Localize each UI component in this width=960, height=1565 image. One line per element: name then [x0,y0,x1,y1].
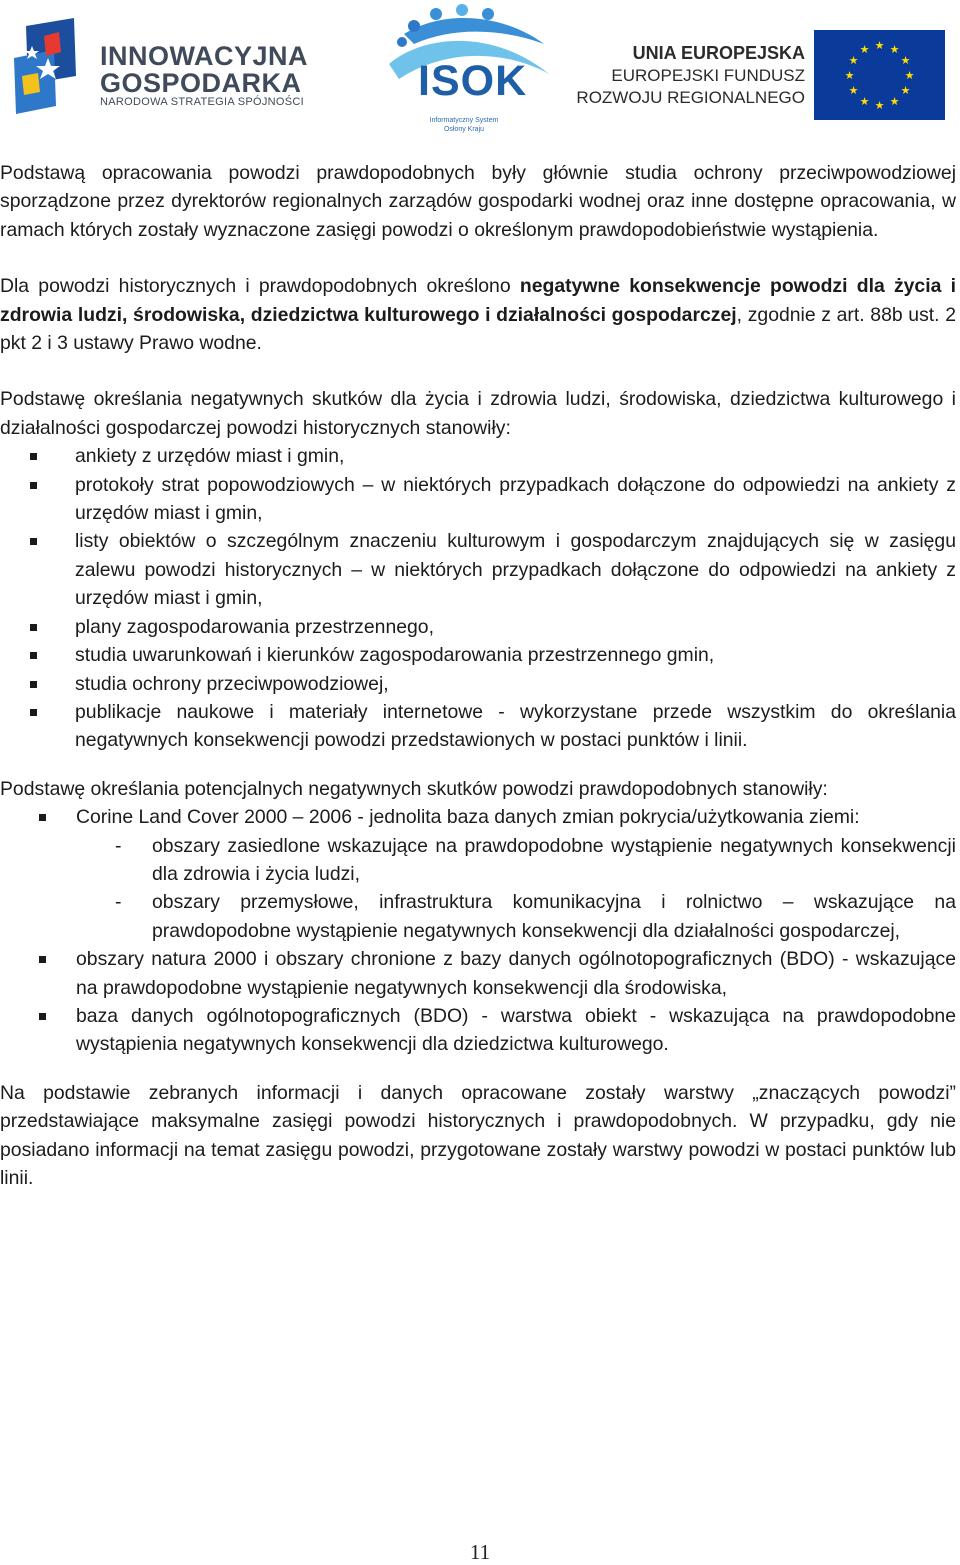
svg-text:★: ★ [889,43,900,56]
list-item-text: obszary natura 2000 i obszary chronione z bazy danych ogólnotopograficznych (BDO) - wskazujące na prawdopodobne wystąpienie negatywnych konsekwencji dla środowiska, [76,948,956,999]
svg-text:★: ★ [848,54,859,67]
unia-europejska-logo [575,30,945,122]
list-item-text: publikacje naukowe i materiały internetowe - wykorzystane przede wszystkim do określania negatywnych konsekwencji powodzi przedstawionych w postaci punktów i linii. [75,700,956,752]
paragraph-2-end: , zgodnie z art. 88b ust. 2 pkt 2 i 3 ustawy Prawo wodne. [0,303,956,355]
innowacyjna-gospodarka-logo [14,18,334,118]
isok-subtitle [414,116,514,134]
page-header [0,0,960,150]
isok-logo [384,4,554,140]
list-item-text: plany zagospodarowania przestrzennego, [75,615,434,638]
bullet-square-icon [30,709,37,716]
paragraph-1: Podstawą opracowania powodzi prawdopodobnych były głównie studia ochrony przeciwpowodziowej sporządzone przez dyrektorów regionalnych zarządów gospodarki wodnej oraz inne dostępne opracowania, w ramach których zostały wyznaczone zasięgi powodzi o określonym prawdopodobieństwie wystąpienia. [0,162,956,241]
bullet-square-icon [39,956,46,963]
logo-line-3: NARODOWA STRATEGIA SPÓJNOŚCI [100,96,304,108]
list-item [0,670,956,698]
bullet-square-icon [30,482,37,489]
sub-list-item-text: obszary przemysłowe, infrastruktura komunikacyjna i rolnictwo – wskazujące na prawdopodobne wystąpienie negatywnych konsekwencji dla działalności gospodarczej, [152,891,956,942]
bullet-square-icon [30,624,37,631]
bullet-square-icon [30,652,37,659]
svg-text:★: ★ [874,99,885,112]
paragraph-3: Podstawę określania negatywnych skutków dla życia i zdrowia ludzi, środowiska, dziedzictwa kulturowego i działalności gospodarczej powodzi historycznych stanowiły: [0,388,956,439]
list-item-text: listy obiektów o szczególnym znaczeniu kulturowym i gospodarczym znajdujących się w zasięgu zalewu powodzi historycznych – w niektórych przypadkach dołączone do odpowiedzi na ankiety z urzędów miast i gmin, [75,530,956,610]
eu-logo-line-3: ROZWOJU REGIONALNEGO [576,88,805,107]
list-item [0,803,956,831]
paragraph-5: Na podstawie zebranych informacji i danych opracowane zostały warstwy „znaczących powodzi” przedstawiające maksymalne zasięgi powodzi historycznych i prawdopodobnych. W przypadku, gdy nie posiadano informacji na temat zasięgu powodzi, przygotowane zostały warstwy powodzi w postaci punktów lub linii. [0,1081,956,1189]
list-item [0,945,956,1002]
svg-text:★: ★ [900,54,911,67]
bullet-square-icon [39,1013,46,1020]
list-item [0,471,956,528]
svg-text:★: ★ [874,39,885,52]
bullet-square-icon [30,681,37,688]
isok-subtitle-line-2: Osłony Kraju [443,126,485,133]
sources-list-probable-continued [0,945,956,1059]
svg-text:★: ★ [904,69,915,82]
list-item [0,641,956,669]
list-item-text: Corine Land Cover 2000 – 2006 - jednolita baza danych zmian pokrycia/użytkowania ziemi: [76,806,860,829]
list-item-text: baza danych ogólnotopograficznych (BDO) - warstwa obiekt - wskazująca na prawdopodobne wystąpienia negatywnych konsekwencji dla dziedzictwa kulturowego. [76,1004,956,1056]
list-item [0,698,956,755]
eu-flag-icon [814,30,945,120]
svg-text:★: ★ [848,84,859,97]
svg-text:★: ★ [889,95,900,108]
isok-subtitle-line-1: Informatyczny System [429,117,499,124]
list-item-text: studia uwarunkowań i kierunków zagospodarowania przestrzennego gmin, [75,644,715,667]
svg-text:★: ★ [900,84,911,97]
svg-text:★: ★ [859,43,870,56]
paragraph-2 [0,272,956,357]
dash-marker: - [115,834,122,857]
eu-logo-line-1: UNIA EUROPEJSKA [632,43,805,63]
list-item-text: studia ochrony przeciwpowodziowej, [75,672,389,695]
list-item-text: protokoły strat popowodziowych – w niektórych przypadkach dołączone do odpowiedzi na ankiety z urzędów miast i gmin, [75,473,956,525]
bullet-square-icon [39,814,46,821]
list-item-text: ankiety z urzędów miast i gmin, [75,445,345,468]
sub-list-item [0,832,956,889]
list-item [0,442,956,470]
list-item [0,527,956,612]
innowacyjna-gospodarka-emblem-icon [14,18,94,118]
paragraph-2-start: Dla powodzi historycznych i prawdopodobnych określono [0,275,520,298]
logo-line-2: GOSPODARKA [100,68,302,98]
paragraph-4: Podstawę określania potencjalnych negatywnych skutków powodzi prawdopodobnych stanowiły: [0,777,828,800]
eu-logo-line-2: EUROPEJSKI FUNDUSZ [611,66,805,85]
svg-text:★: ★ [859,95,870,108]
list-item [0,613,956,641]
page-number: 11 [469,1540,491,1564]
logo-line-1: INNOWACYJNA [100,41,309,71]
bullet-square-icon [30,538,37,545]
paragraph-2-bold: negatywne konsekwencje powodzi dla życia i zdrowia ludzi, środowiska, dziedzictwa kulturowego i działalności gospodarczej [0,275,956,326]
document-body [0,159,956,1192]
sub-list-item [0,888,956,945]
sub-list-dashes [0,832,956,946]
sources-list-probable [0,803,956,831]
isok-title: ISOK [418,57,528,105]
dash-marker: - [115,891,122,914]
sub-list-item-text: obszary zasiedlone wskazujące na prawdopodobne wystąpienie negatywnych konsekwencji dla zdrowia i życia ludzi, [152,834,956,885]
bullet-square-icon [30,453,37,460]
svg-text:★: ★ [844,69,855,82]
sources-list-historical [0,442,956,754]
list-item [0,1002,956,1059]
